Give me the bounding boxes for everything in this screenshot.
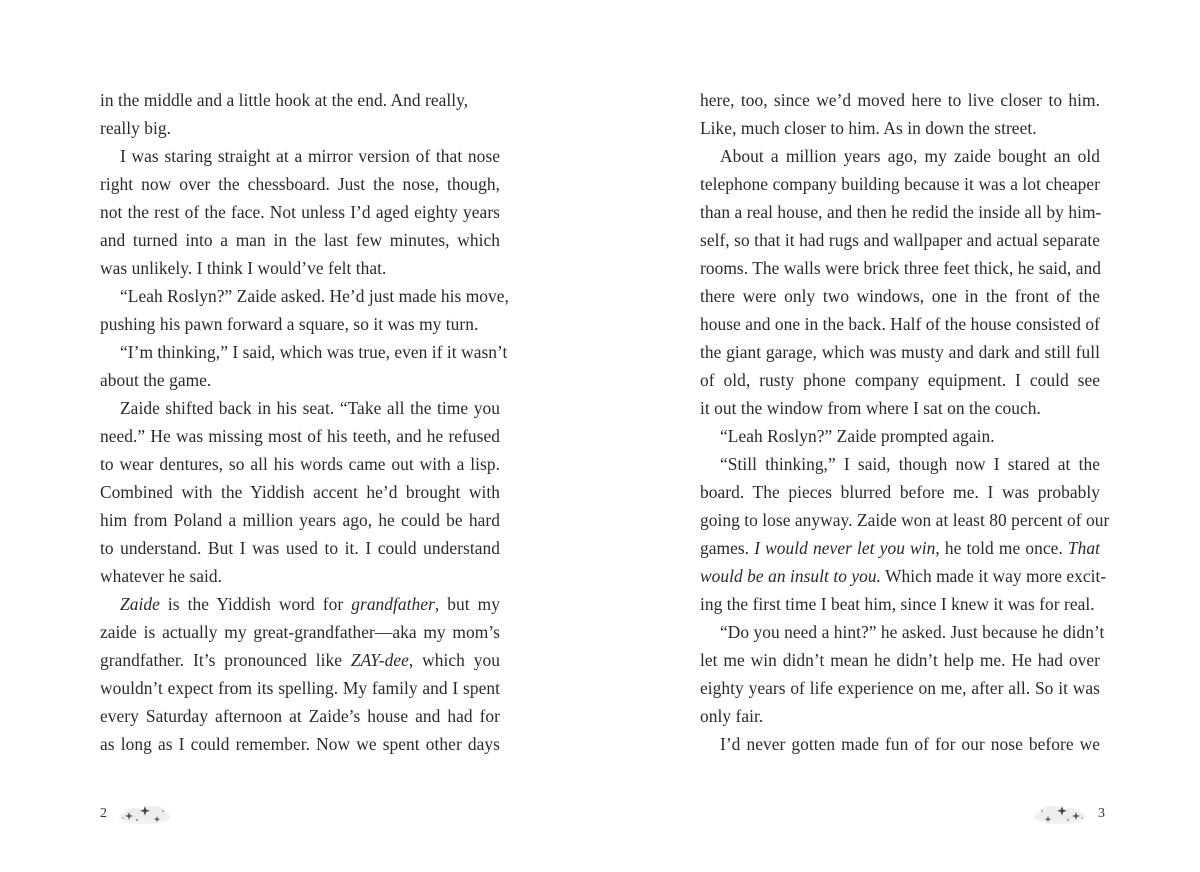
text-segment: him from Poland a million years ago, he could be hard bbox=[100, 510, 500, 530]
right-page-footer bbox=[1030, 800, 1105, 828]
text-segment: Which made it way more excit- bbox=[881, 566, 1107, 586]
text-segment: self, so that it had rugs and wallpaper and actual separate bbox=[700, 230, 1100, 250]
text-line bbox=[100, 646, 500, 674]
text-line bbox=[100, 226, 500, 254]
text-line bbox=[100, 422, 500, 450]
text-segment: whatever he said. bbox=[100, 566, 223, 586]
sparkle-cloud-icon bbox=[115, 800, 175, 828]
text-line bbox=[100, 142, 500, 170]
italic-text: I would never let you win bbox=[754, 538, 936, 558]
text-segment: , but my bbox=[434, 594, 501, 614]
text-segment: Combined with the Yiddish accent he’d brought with bbox=[100, 482, 500, 502]
text-segment: wouldn’t expect from its spelling. My family and I spent bbox=[100, 678, 500, 698]
text-segment: About a million years ago, my zaide bought an old bbox=[720, 146, 1100, 166]
text-segment: , he told me once. bbox=[935, 538, 1068, 558]
text-segment: “Leah Roslyn?” Zaide asked. He’d just made his move, bbox=[120, 286, 509, 306]
text-line bbox=[700, 142, 1100, 170]
text-segment: need.” He was missing most of his teeth, and he refused bbox=[100, 426, 500, 446]
italic-text: grandfather bbox=[351, 594, 435, 614]
text-segment: and turned into a man in the last few minutes, which bbox=[100, 230, 500, 250]
text-line bbox=[100, 590, 500, 618]
text-segment: board. The pieces blurred before me. I was probably bbox=[700, 482, 1100, 502]
text-line bbox=[700, 254, 1100, 282]
text-segment: “Do you need a hint?” he asked. Just because he didn’t bbox=[720, 622, 1105, 642]
text-segment: I’d never gotten made fun of for our nose before we bbox=[720, 734, 1100, 754]
text-segment: ing the first time I beat him, since I knew it was for real. bbox=[700, 594, 1095, 614]
text-line bbox=[100, 366, 500, 394]
text-segment: “I’m thinking,” I said, which was true, even if it wasn’t bbox=[120, 342, 508, 362]
italic-text: ZAY-dee bbox=[350, 650, 409, 670]
text-segment: not the rest of the face. Not unless I’d aged eighty years bbox=[100, 202, 500, 222]
right-page-text bbox=[700, 86, 1110, 758]
sparkle-cloud-icon bbox=[1030, 800, 1090, 828]
italic-text: would be an insult to you. bbox=[700, 566, 881, 586]
text-segment: “Leah Roslyn?” Zaide prompted again. bbox=[720, 426, 995, 446]
text-line bbox=[700, 562, 1107, 590]
text-segment: grandfather. It’s pronounced like bbox=[100, 650, 351, 670]
text-line bbox=[100, 730, 500, 758]
page-number-right: 3 bbox=[1098, 806, 1105, 821]
text-line bbox=[100, 534, 500, 562]
text-line bbox=[700, 506, 1110, 534]
italic-text: That bbox=[1067, 538, 1100, 558]
text-line bbox=[100, 86, 500, 114]
text-line bbox=[100, 562, 500, 590]
text-segment: was unlikely. I think I would’ve felt that. bbox=[100, 258, 387, 278]
text-line bbox=[700, 170, 1100, 198]
text-line bbox=[100, 338, 508, 366]
text-line bbox=[700, 730, 1100, 758]
text-segment: pushing his pawn forward a square, so it was my turn. bbox=[100, 314, 479, 334]
text-segment: than a real house, and then he redid the inside all by him- bbox=[700, 202, 1102, 222]
text-line bbox=[700, 478, 1100, 506]
text-segment: , which you bbox=[408, 650, 500, 670]
text-line bbox=[100, 114, 500, 142]
text-line bbox=[700, 282, 1100, 310]
left-page-footer bbox=[100, 800, 175, 828]
text-line bbox=[100, 254, 500, 282]
text-segment: eighty years of life experience on me, after all. So it was bbox=[700, 678, 1100, 698]
text-segment: as long as I could remember. Now we spent other days bbox=[100, 734, 500, 754]
text-segment: let me win didn’t mean he didn’t help me. He had over bbox=[700, 650, 1100, 670]
text-segment: only fair. bbox=[700, 706, 764, 726]
text-line bbox=[700, 86, 1100, 114]
text-line bbox=[700, 450, 1100, 478]
text-segment: Zaide shifted back in his seat. “Take all the time you bbox=[120, 398, 500, 418]
text-line bbox=[700, 618, 1105, 646]
italic-text: Zaide bbox=[120, 594, 160, 614]
page-number-left: 2 bbox=[100, 806, 107, 821]
text-line bbox=[100, 450, 500, 478]
text-line bbox=[100, 170, 500, 198]
text-line bbox=[100, 674, 500, 702]
text-line bbox=[700, 674, 1100, 702]
text-segment: in the middle and a little hook at the end. And really, bbox=[100, 90, 469, 110]
text-segment: I was staring straight at a mirror version of that nose bbox=[120, 146, 500, 166]
text-segment: the giant garage, which was musty and dark and still full bbox=[700, 342, 1100, 362]
text-line bbox=[100, 478, 500, 506]
text-segment: telephone company building because it was a lot cheaper bbox=[700, 174, 1100, 194]
text-line bbox=[700, 198, 1100, 226]
text-line bbox=[700, 338, 1100, 366]
text-segment: going to lose anyway. Zaide won at least 80 percent of our bbox=[700, 510, 1110, 530]
text-segment: zaide is actually my great-grandfather—aka my mom’s bbox=[100, 622, 500, 642]
text-line bbox=[700, 226, 1100, 254]
text-segment: Like, much closer to him. As in down the street. bbox=[700, 118, 1037, 138]
text-line bbox=[700, 534, 1100, 562]
text-segment: games. bbox=[700, 538, 755, 558]
text-segment: house and one in the back. Half of the house consisted of bbox=[700, 314, 1100, 334]
text-segment: right now over the chessboard. Just the nose, though, bbox=[100, 174, 500, 194]
text-line bbox=[100, 702, 500, 730]
text-segment: every Saturday afternoon at Zaide’s house and had for bbox=[100, 706, 500, 726]
text-line bbox=[700, 310, 1100, 338]
text-segment: of old, rusty phone company equipment. I could see bbox=[700, 370, 1100, 390]
text-line bbox=[100, 198, 500, 226]
text-segment: is the Yiddish word for bbox=[159, 594, 352, 614]
text-line bbox=[100, 618, 500, 646]
text-segment: here, too, since we’d moved here to live closer to him. bbox=[700, 90, 1100, 110]
text-line bbox=[700, 702, 1100, 730]
text-segment: to understand. But I was used to it. I could understand bbox=[100, 538, 500, 558]
text-segment: there were only two windows, one in the front of the bbox=[700, 286, 1100, 306]
text-line bbox=[700, 646, 1100, 674]
text-segment: about the game. bbox=[100, 370, 212, 390]
text-segment: rooms. The walls were brick three feet thick, he said, and bbox=[700, 258, 1101, 278]
text-segment: really big. bbox=[100, 118, 172, 138]
text-line bbox=[700, 590, 1100, 618]
text-line bbox=[100, 394, 500, 422]
text-segment: “Still thinking,” I said, though now I stared at the bbox=[720, 454, 1100, 474]
text-line bbox=[700, 366, 1100, 394]
left-page-text bbox=[100, 86, 509, 758]
text-line bbox=[100, 310, 500, 338]
text-segment: it out the window from where I sat on the couch. bbox=[700, 398, 1041, 418]
text-line bbox=[700, 114, 1100, 142]
text-line bbox=[700, 422, 1100, 450]
text-line bbox=[100, 506, 500, 534]
text-segment: to wear dentures, so all his words came out with a lisp. bbox=[100, 454, 500, 474]
text-line bbox=[100, 282, 509, 310]
text-line bbox=[700, 394, 1100, 422]
